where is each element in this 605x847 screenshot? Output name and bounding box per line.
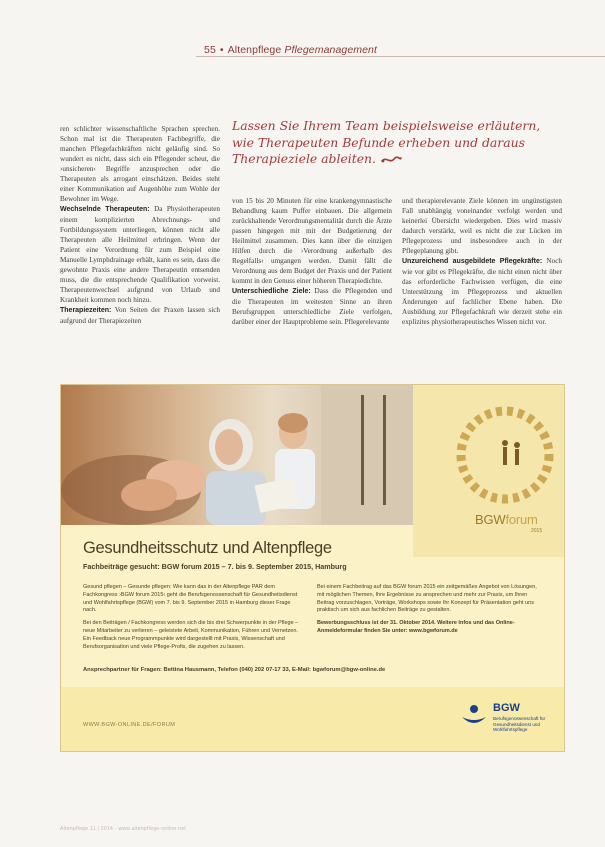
ad-paragraph: Gesund pflegen – Gesunde pflegen: Wie kann das in der Altenpflege PAR dem Fachkongress ›BGW forum 2015‹ geht die Berufsgenossenschaft für Gesundheitsdienst und Wohlfahrtspflege (BGW) vom 7. bis 9. September 2015 in Hamburg dieser Frage nach. [83, 584, 298, 614]
bgw-logo-word: BGW [493, 702, 520, 714]
bgw-figure-icon [461, 703, 487, 729]
ad-text-column-2 [317, 584, 539, 641]
paragraph-lead-in: Unzureichend ausgebildete Pflegekräfte: [402, 258, 543, 265]
article-column-1 [60, 124, 220, 374]
article-paragraph [402, 256, 562, 327]
paragraph-lead-in: Therapiezeiten: [60, 307, 112, 314]
bgw-logo-subtitle: Berufsgenossenschaft für Gesundheitsdienst und Wohlfahrtspflege [493, 716, 546, 733]
ad-bottom-strip [61, 687, 564, 751]
pull-quote [232, 118, 562, 168]
pull-quote-text: Lassen Sie Ihrem Team beispielsweise erläutern, wie Therapeuten Befunde erheben und daraus Therapieziele ableiten. [232, 118, 541, 166]
ad-footer-url[interactable]: WWW.BGW-ONLINE.DE/FORUM [83, 722, 176, 728]
page-number: 55 [204, 44, 216, 56]
article-paragraph [60, 124, 220, 204]
ad-paragraph: Bei einem Fachbeitrag auf das BGW forum 2015 ein zeitgemäßes Angebot von Lösungen, mit möglichen Themen, Ihre Ergebnisse zu ansprechen und mehr zur Praxis, um Ihren Beitrag vorzuschlagen, Vorträge, Workshops sowie Ihr Konzept für Präsentation geht uns praktisch um sich aus fachlichen Beiträge zu gestalten. [317, 584, 537, 614]
bgw-forum-year: 2015 [531, 528, 543, 534]
ad-subtitle: Fachbeiträge gesucht: BGW forum 2015 – 7. bis 9. September 2015, Hamburg [83, 562, 347, 571]
article-paragraph [60, 204, 220, 305]
ad-title: Gesundheitsschutz und Altenpflege [83, 539, 332, 557]
bgw-forum-wordmark: BGWforum [475, 512, 538, 527]
running-header [204, 44, 377, 56]
ad-paragraph: Bei den Beiträgen / Fachkongress werden sich die bis drei Schwerpunkte in der Pflege – neue Mitarbeiter zu verlieren – geleistete Arbeit, Kommunikation, Führen und Vernetzen. Ein Feedback neue Programmpunkte wird dargestellt mit Praxis, Wissenschaft und Berufsorganisation und viele Pflege-Profis, die zugehen zu lassen. [83, 620, 299, 650]
article-paragraph [232, 286, 392, 327]
header-section: Altenpflege [227, 44, 282, 56]
paragraph-text: Noch wie vor gibt es Pflegekräfte, die nicht einen nicht über das erforderliche Fachwissen verfügen, die eine Unterstützung im Pflegeprozess und aktuellen Änderungen auf fachlicher Ebene haben. Die Ausbildung zur Pflegefachkraft wie derzeit stehe ein explizites physiotherapeutisches Wissen nicht vor. [402, 257, 562, 326]
paragraph-text: Von Seiten der Praxen lassen sich aufgrund der Therapiezeiten [60, 306, 220, 325]
ad-deadline[interactable]: Bewerbungsschluss ist der 31. Oktober 2014. Weitere Infos und das Online-Anmeldeformular finden Sie unter: www.bgwforum.de [317, 620, 515, 634]
article-paragraph [60, 305, 220, 326]
article-column-2 [232, 196, 392, 374]
header-rule [196, 56, 605, 57]
paragraph-text: und therapierelevante Ziele können im ungünstigsten Fall unabhängig voneinander verfolgt werden und keinerlei Übersicht wiedergeben. Dies wird massiv dadurch verstärkt, weil es nicht die zur Lücken im Pflegeprozess und insbesondere auch in der Pflegeplanung gibt. [402, 197, 562, 255]
paragraph-text: von 15 bis 20 Minuten für eine krankengymnastische Behandlung kaum Puffer einbauen. Die allgemein zurückhaltende Verordnungsmentalität durch die Ärzte passen hingegen mit mit der Budgetierung der Heilmittel zusammen. Dies kann über die einzigen Hilfen durch die ›Verordnung außerhalb des Regelfalls‹ umgangen werden. Damit fällt die Verordnung aus dem Budget der Praxis und der Patient kommt in den Genuss einer höheren Therapiedichte. [232, 197, 392, 285]
header-section-italic: Pflegemanagement [284, 44, 378, 56]
paragraph-text: Dass die Pflegenden und die Therapeuten im weitesten Sinne an ihren Berufsgruppen unterschiedliche Ziele verfolgen, darüber einer der Hauptprobleme sein. Pflegerelevante [232, 287, 392, 326]
paragraph-text: Da Physiotherapeuten einem komplizierten Abrechnungs- und Fortbildungssystem unterliegen, können nicht alle Therapeuten alle Heilmittel erbringen. Wenn der Patient eine Verordnung für zum Beispiel eine Manuelle Lymphdrainage erhält, kann es sein, dass die gewohnte Praxis eine andere Therapeutin entsenden muss, die die entsprechende Qualifikation vorweist. Therapeutenwechsel aufgrund von Urlaub und Krankheit kommen noch hinzu. [60, 205, 220, 304]
header-separator: • [219, 44, 224, 56]
swirl-ornament-icon [380, 155, 402, 165]
article-paragraph [402, 196, 562, 256]
ad-photo [61, 385, 413, 525]
article-paragraph [232, 196, 392, 286]
page-footer: Altenpflege 11 | 2014 · www.altenpflege-online.net [60, 826, 187, 832]
bgw-advertisement[interactable] [60, 384, 565, 752]
paragraph-text: ren schlichter wissenschaftliche Sprachen sprechen. Schon mal ist die Therapeuten Fachbegriffe, die manchen Pflegefachkräften nicht geläufig sind. So wundert es nicht, dass sich ein Pflegender scheut, die ›unsicheren‹ Begriffe anzusprechen oder die Therapeuten als arrogant einschätzen. Beides steht einer Kommunikation auf Augenhöhe zum Wohle der Bewohner im Wege. [60, 125, 220, 203]
ad-contact[interactable]: Ansprechpartner für Fragen: Bettina Hausmann, Telefon (040) 202 07-17 33, E-Mail: bgwforum@bgw-online.de [83, 667, 386, 673]
ad-text-column-1 [83, 584, 303, 656]
paragraph-lead-in: Wechselnde Therapeuten: [60, 206, 150, 213]
bgw-forum-logo [413, 385, 564, 557]
article-column-3 [402, 196, 562, 374]
paragraph-lead-in: Unterschiedliche Ziele: [232, 288, 311, 295]
